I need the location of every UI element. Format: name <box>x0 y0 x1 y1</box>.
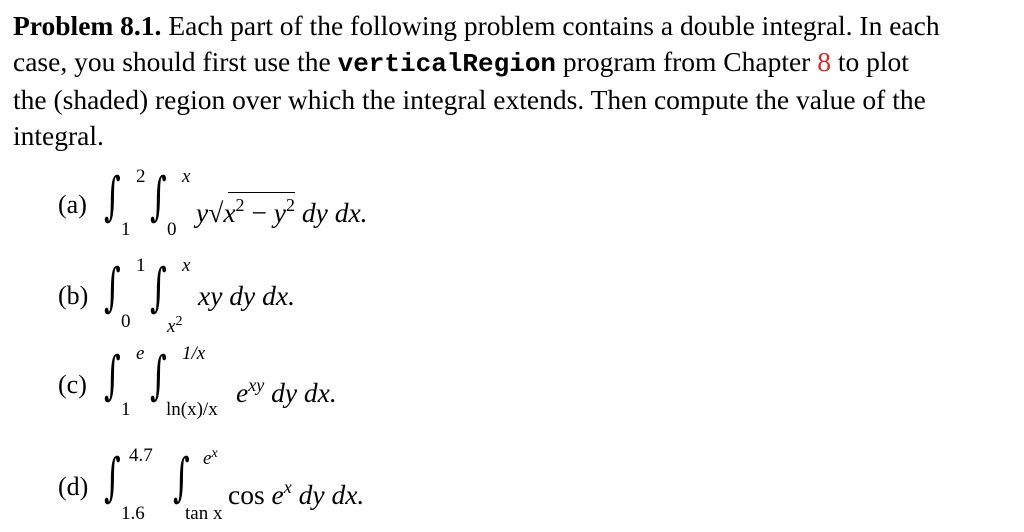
part-b <box>0 250 1024 340</box>
outer-integral-sign: ∫ <box>104 448 121 508</box>
problem-statement <box>13 8 1013 153</box>
problem-line-3: the (shaded) region over which the integral extends. Then compute the value of the <box>13 84 926 115</box>
radical-bar <box>228 192 295 193</box>
outer-upper-limit-text: e <box>136 343 145 364</box>
part-label: (c) <box>58 370 87 399</box>
problem-heading: Problem 8.1. <box>13 10 162 41</box>
problem-line-2 <box>13 44 1013 83</box>
inner-lower-limit: 0 <box>167 219 177 240</box>
integrand-d: $\cos e^x$ dy dx. <box>228 477 365 510</box>
outer-upper-limit: 2 <box>136 166 146 187</box>
inner-lower-limit: tan x <box>185 503 223 524</box>
inner-upper-limit-text: 1/x <box>182 343 206 364</box>
outer-upper-limit: 4.7 <box>129 445 153 466</box>
outer-upper-limit <box>136 344 144 364</box>
outer-lower-limit: 1 <box>121 219 131 240</box>
outer-lower-limit: 1 <box>121 399 131 420</box>
inner-integral-sign: ∫ <box>150 167 167 227</box>
outer-lower-limit: 0 <box>121 311 131 332</box>
inner-upper-limit-base: e <box>203 448 212 469</box>
inner-upper-limit <box>182 167 190 187</box>
outer-lower-limit: 1.6 <box>121 503 145 524</box>
part-label: (d) <box>58 472 89 501</box>
inner-upper-limit <box>182 344 205 364</box>
integrand-b: xy dy dx. <box>198 280 295 311</box>
part-label: (a) <box>58 190 87 219</box>
part-label: (b) <box>58 281 89 310</box>
inner-integral-sign: ∫ <box>150 258 167 318</box>
inner-integral-sign: ∫ <box>173 448 190 508</box>
problem-text: Each part of the following problem contains a double integral. In each <box>168 10 940 41</box>
problem-text: program from Chapter <box>562 45 811 77</box>
integrand-a: y√ $x^2 - y^2$ dy dx. <box>196 190 368 228</box>
outer-upper-limit: 1 <box>136 255 146 276</box>
part-a <box>0 162 1024 252</box>
inner-lower-limit <box>167 312 182 337</box>
outer-integral-sign: ∫ <box>104 258 121 318</box>
square-root: √ $x^2 - y^2$ <box>208 190 295 228</box>
integrand-c: $e^{xy}$ dy dx. <box>236 375 337 408</box>
inner-upper-limit-text: x <box>182 255 191 276</box>
outer-integral-sign: ∫ <box>104 167 121 227</box>
radical-sign: √ <box>208 197 224 228</box>
part-c <box>0 336 1024 426</box>
inner-lower-limit-exponent: 2 <box>175 314 183 329</box>
problem-line-4: integral. <box>13 119 104 151</box>
problem-text: case, you should first use the <box>13 45 331 77</box>
inner-upper-limit <box>203 444 218 469</box>
inner-upper-limit <box>182 256 190 276</box>
outer-integral-sign: ∫ <box>104 346 121 406</box>
problem-line-1 <box>13 8 1013 44</box>
inner-lower-limit-base: x <box>167 316 176 337</box>
inner-upper-limit-exponent: x <box>211 446 218 461</box>
program-name-code: verticalRegion <box>337 48 557 79</box>
inner-upper-limit-text: x <box>182 166 191 187</box>
inner-lower-limit: ln(x)/x <box>166 399 218 420</box>
problem-text: to plot <box>837 45 909 77</box>
chapter-link[interactable]: 8 <box>817 45 831 77</box>
part-d <box>0 436 1024 526</box>
inner-integral-sign: ∫ <box>150 346 167 406</box>
